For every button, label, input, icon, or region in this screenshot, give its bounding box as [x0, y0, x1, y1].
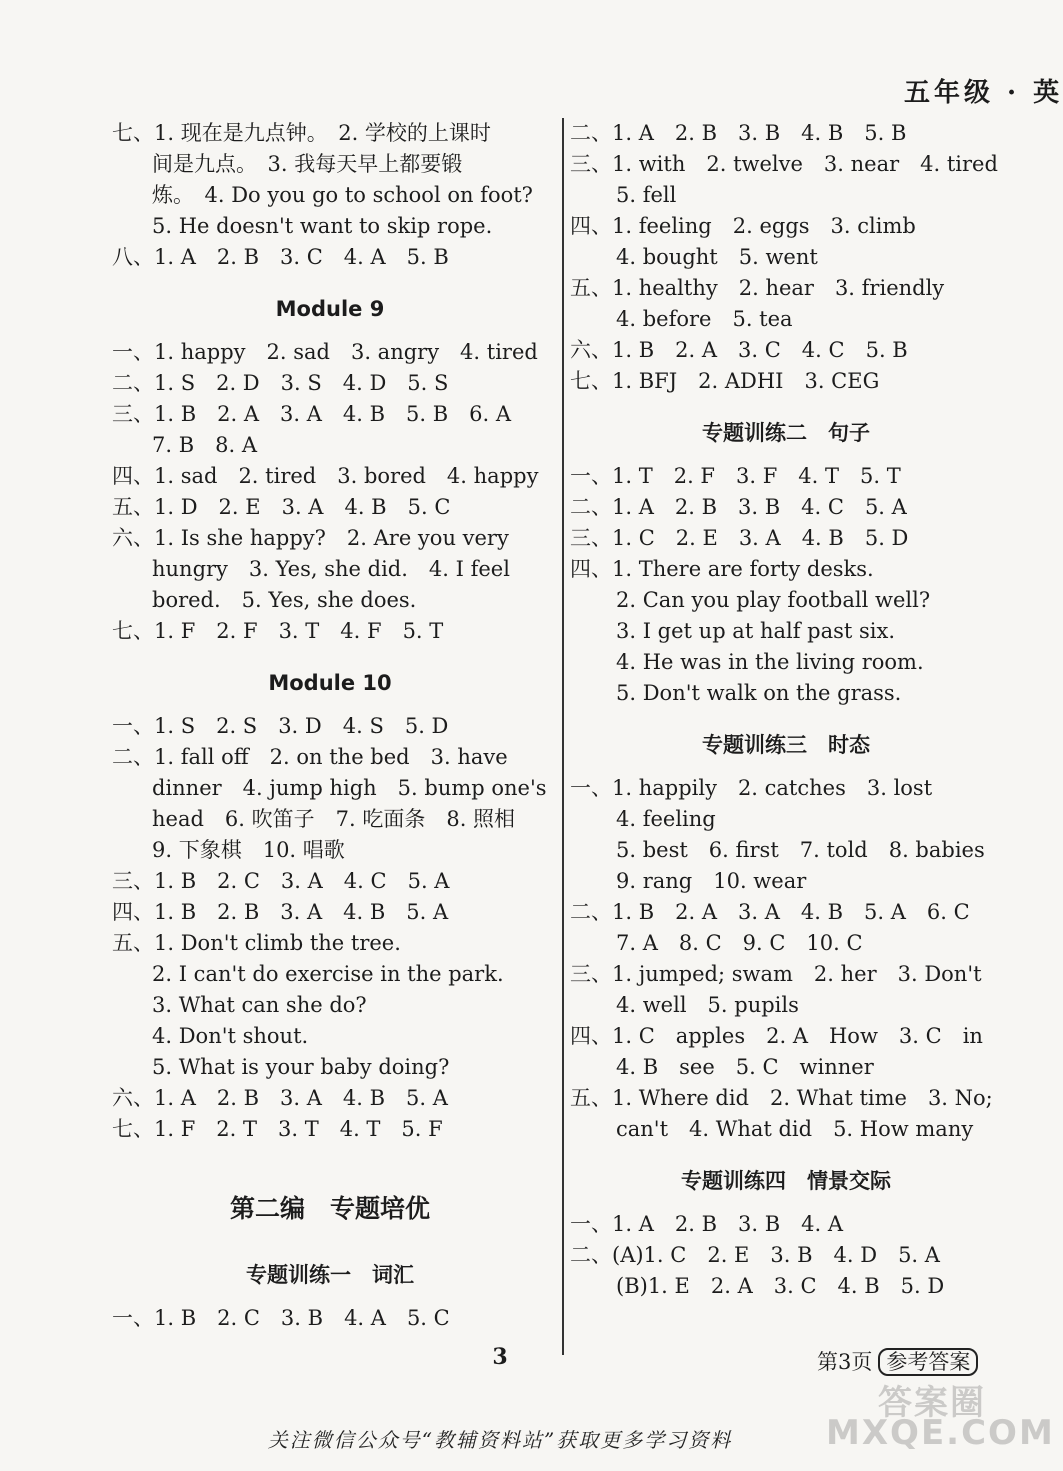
right-block1 [570, 118, 1002, 397]
answer-line: 7. A 8. C 9. C 10. C [616, 931, 863, 955]
answer-line: 五、1. Don't climb the tree. [112, 931, 401, 955]
answer-line: 六、1. Is she happy? 2. Are you very [112, 526, 509, 550]
answer-line: 三、1. with 2. twelve 3. near 4. tired [570, 152, 998, 176]
answer-line: 四、1. B 2. B 3. A 4. B 5. A [112, 900, 449, 924]
left-block1 [112, 118, 548, 273]
answer-line: 4. Don't shout. [152, 1024, 309, 1048]
topic4-heading: 专题训练四 情景交际 [681, 1169, 891, 1193]
answer-line: can't 4. What did 5. How many [616, 1117, 974, 1141]
answer-line: 四、1. There are forty desks. [570, 557, 874, 581]
answer-line: 一、1. T 2. F 3. F 4. T 5. T [570, 464, 901, 488]
topic2-answers [570, 461, 1002, 709]
answer-line: hungry 3. Yes, she did. 4. I feel [152, 557, 510, 581]
answer-line: 七、1. 现在是九点钟。 2. 学校的上课时 [112, 121, 491, 145]
answer-line: 4. before 5. tea [616, 307, 793, 331]
answer-line: 4. well 5. pupils [616, 993, 799, 1017]
answer-line: 3. I get up at half past six. [616, 619, 896, 643]
topic3-answers [570, 773, 1002, 1145]
module10-answers [112, 711, 548, 1145]
answer-line: 2. I can't do exercise in the park. [152, 962, 504, 986]
answer-line: 5. He doesn't want to skip rope. [152, 214, 493, 238]
answer-line: 七、1. BFJ 2. ADHI 3. CEG [570, 369, 880, 393]
answer-line: 4. He was in the living room. [616, 650, 924, 674]
answer-line: 间是九点。 3. 我每天早上都要锻 [152, 152, 463, 176]
answer-line: 四、1. feeling 2. eggs 3. climb [570, 214, 916, 238]
bottom-note: 关注微信公众号“教辅资料站”获取更多学习资料 [267, 1428, 733, 1452]
page-number: 3 [492, 1344, 508, 1370]
answer-line: 4. feeling [616, 807, 716, 831]
answer-line: 5. fell [616, 183, 677, 207]
module9-answers [112, 337, 548, 647]
answer-line: 2. Can you play football well? [616, 588, 931, 612]
answer-line: 二、1. A 2. B 3. B 4. C 5. A [570, 495, 907, 519]
answer-line: 七、1. F 2. T 3. T 4. T 5. F [112, 1117, 443, 1141]
answer-line: 5. best 6. first 7. told 8. babies [616, 838, 985, 862]
watermark-logo: 答案圈 MXQE.COM [826, 1383, 1055, 1453]
answer-line: 二、1. fall off 2. on the bed 3. have [112, 745, 508, 769]
answer-line: 4. B see 5. C winner [616, 1055, 874, 1079]
answer-line: 一、1. happy 2. sad 3. angry 4. tired [112, 340, 538, 364]
page-label: 第3页 [817, 1350, 873, 1374]
answer-line: 二、1. B 2. A 3. A 4. B 5. A 6. C [570, 900, 970, 924]
answer-line: 7. B 8. A [152, 433, 258, 457]
grade-subject-tag: 五年级 · 英 [904, 78, 1063, 108]
answer-line: 四、1. C apples 2. A How 3. C in [570, 1024, 983, 1048]
answer-label: 参考答案 [878, 1348, 978, 1376]
part2-heading: 第二编 专题培优 [229, 1194, 430, 1223]
topic2-heading: 专题训练二 句子 [702, 421, 870, 445]
answer-line: 5. Don't walk on the grass. [616, 681, 902, 705]
answer-line: 八、1. A 2. B 3. C 4. A 5. B [112, 245, 449, 269]
module10-heading: Module 10 [268, 671, 392, 695]
module9-heading: Module 9 [275, 297, 385, 321]
answer-line: bored. 5. Yes, she does. [152, 588, 417, 612]
answer-line: 四、1. sad 2. tired 3. bored 4. happy [112, 464, 539, 488]
answer-line: 三、1. B 2. C 3. A 4. C 5. A [112, 869, 450, 893]
answer-line: 五、1. Where did 2. What time 3. No; [570, 1086, 993, 1110]
topic3-heading: 专题训练三 时态 [702, 733, 870, 757]
answer-line: 二、1. S 2. D 3. S 4. D 5. S [112, 371, 449, 395]
topic1-answers [112, 1303, 548, 1334]
answer-line: 9. rang 10. wear [616, 869, 807, 893]
answer-line: 一、1. happily 2. catches 3. lost [570, 776, 933, 800]
topic4-answers [570, 1209, 1002, 1302]
answer-line: 4. bought 5. went [616, 245, 818, 269]
answer-line: 二、(A)1. C 2. E 3. B 4. D 5. A [570, 1243, 940, 1267]
answer-line: dinner 4. jump high 5. bump one's [152, 776, 547, 800]
answer-line: 三、1. B 2. A 3. A 4. B 5. B 6. A [112, 402, 512, 426]
answer-line: head 6. 吹笛子 7. 吃面条 8. 照相 [152, 807, 516, 831]
answer-line: 5. What is your baby doing? [152, 1055, 450, 1079]
answer-line: 一、1. B 2. C 3. B 4. A 5. C [112, 1306, 450, 1330]
answer-line: 9. 下象棋 10. 唱歌 [152, 838, 345, 862]
answer-line: 六、1. A 2. B 3. A 4. B 5. A [112, 1086, 448, 1110]
answer-line: 炼。 4. Do you go to school on foot? [152, 183, 533, 207]
right-column [562, 118, 1002, 1355]
answer-line: (B)1. E 2. A 3. C 4. B 5. D [616, 1274, 945, 1298]
answer-line: 3. What can she do? [152, 993, 367, 1017]
answer-line: 三、1. jumped; swam 2. her 3. Don't [570, 962, 982, 986]
topic1-heading: 专题训练一 词汇 [246, 1263, 414, 1287]
answer-line: 二、1. A 2. B 3. B 4. B 5. B [570, 121, 907, 145]
footer-label [817, 1346, 978, 1376]
answer-line: 一、1. S 2. S 3. D 4. S 5. D [112, 714, 449, 738]
answer-line: 七、1. F 2. F 3. T 4. F 5. T [112, 619, 444, 643]
answer-line: 一、1. A 2. B 3. B 4. A [570, 1212, 844, 1236]
answer-line: 三、1. C 2. E 3. A 4. B 5. D [570, 526, 909, 550]
left-column [112, 118, 548, 1334]
answer-line: 五、1. D 2. E 3. A 4. B 5. C [112, 495, 451, 519]
answer-line: 六、1. B 2. A 3. C 4. C 5. B [570, 338, 908, 362]
answer-line: 五、1. healthy 2. hear 3. friendly [570, 276, 945, 300]
